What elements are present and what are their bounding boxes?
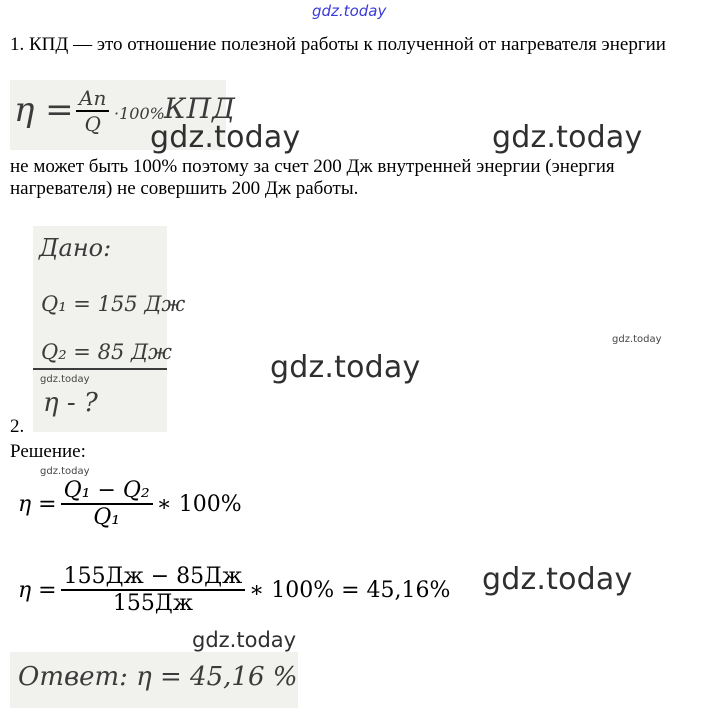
task2-number: 2. xyxy=(10,416,25,437)
calculation-formula xyxy=(18,564,450,616)
efficiency-formula xyxy=(18,478,242,530)
formula-tail: ·100% xyxy=(114,104,165,123)
answer-text: Ответ: η = 45,16 % xyxy=(18,662,298,692)
formula1-tail: ∗ 100% xyxy=(156,491,242,517)
watermark: gdz.today xyxy=(612,334,662,345)
watermark: gdz.today xyxy=(482,562,633,597)
given-find: η - ? xyxy=(43,388,98,418)
formula1-numerator: Q₁ − Q₂ xyxy=(63,478,150,503)
task1-conclusion: не может быть 100% поэтому за счет 200 Дж внутренней энергии (энергия нагревателя) не совершить 200 Дж работы. xyxy=(10,156,615,199)
given-q1: Q₁ = 155 Дж xyxy=(41,292,186,316)
formula2-lhs: η = xyxy=(18,577,57,603)
formula2-denominator: 155Дж xyxy=(112,591,193,616)
task1-intro: 1. КПД — это отношение полезной работы к полученной от нагревателя энергии xyxy=(10,34,666,55)
formula1-lhs: η = xyxy=(18,491,57,517)
formula-denominator: Q xyxy=(84,112,101,136)
formula-label: КПД xyxy=(164,92,236,125)
watermark: gdz.today xyxy=(270,350,421,385)
formula1-denominator: Q₁ xyxy=(93,505,121,530)
given-title: Дано: xyxy=(39,234,112,262)
watermark: gdz.today xyxy=(40,374,90,385)
watermark: gdz.today xyxy=(192,628,297,652)
answer-image xyxy=(10,652,298,708)
solution-label: Решение: xyxy=(10,441,86,462)
watermark: gdz.today xyxy=(40,466,90,477)
given-image xyxy=(33,226,186,432)
formula-fraction xyxy=(76,86,109,136)
formula-eta: η = xyxy=(14,90,74,130)
formula2-numerator: 155Дж − 85Дж xyxy=(63,564,243,589)
formula-numerator: Aп xyxy=(79,86,107,110)
formula2-tail: ∗ 100% = 45,16% xyxy=(249,577,451,603)
watermark: gdz.today xyxy=(492,120,643,155)
watermark: gdz.today xyxy=(150,120,301,155)
given-divider xyxy=(33,368,167,370)
site-logo: gdz.today xyxy=(312,2,387,20)
given-q2: Q₂ = 85 Дж xyxy=(41,340,172,364)
